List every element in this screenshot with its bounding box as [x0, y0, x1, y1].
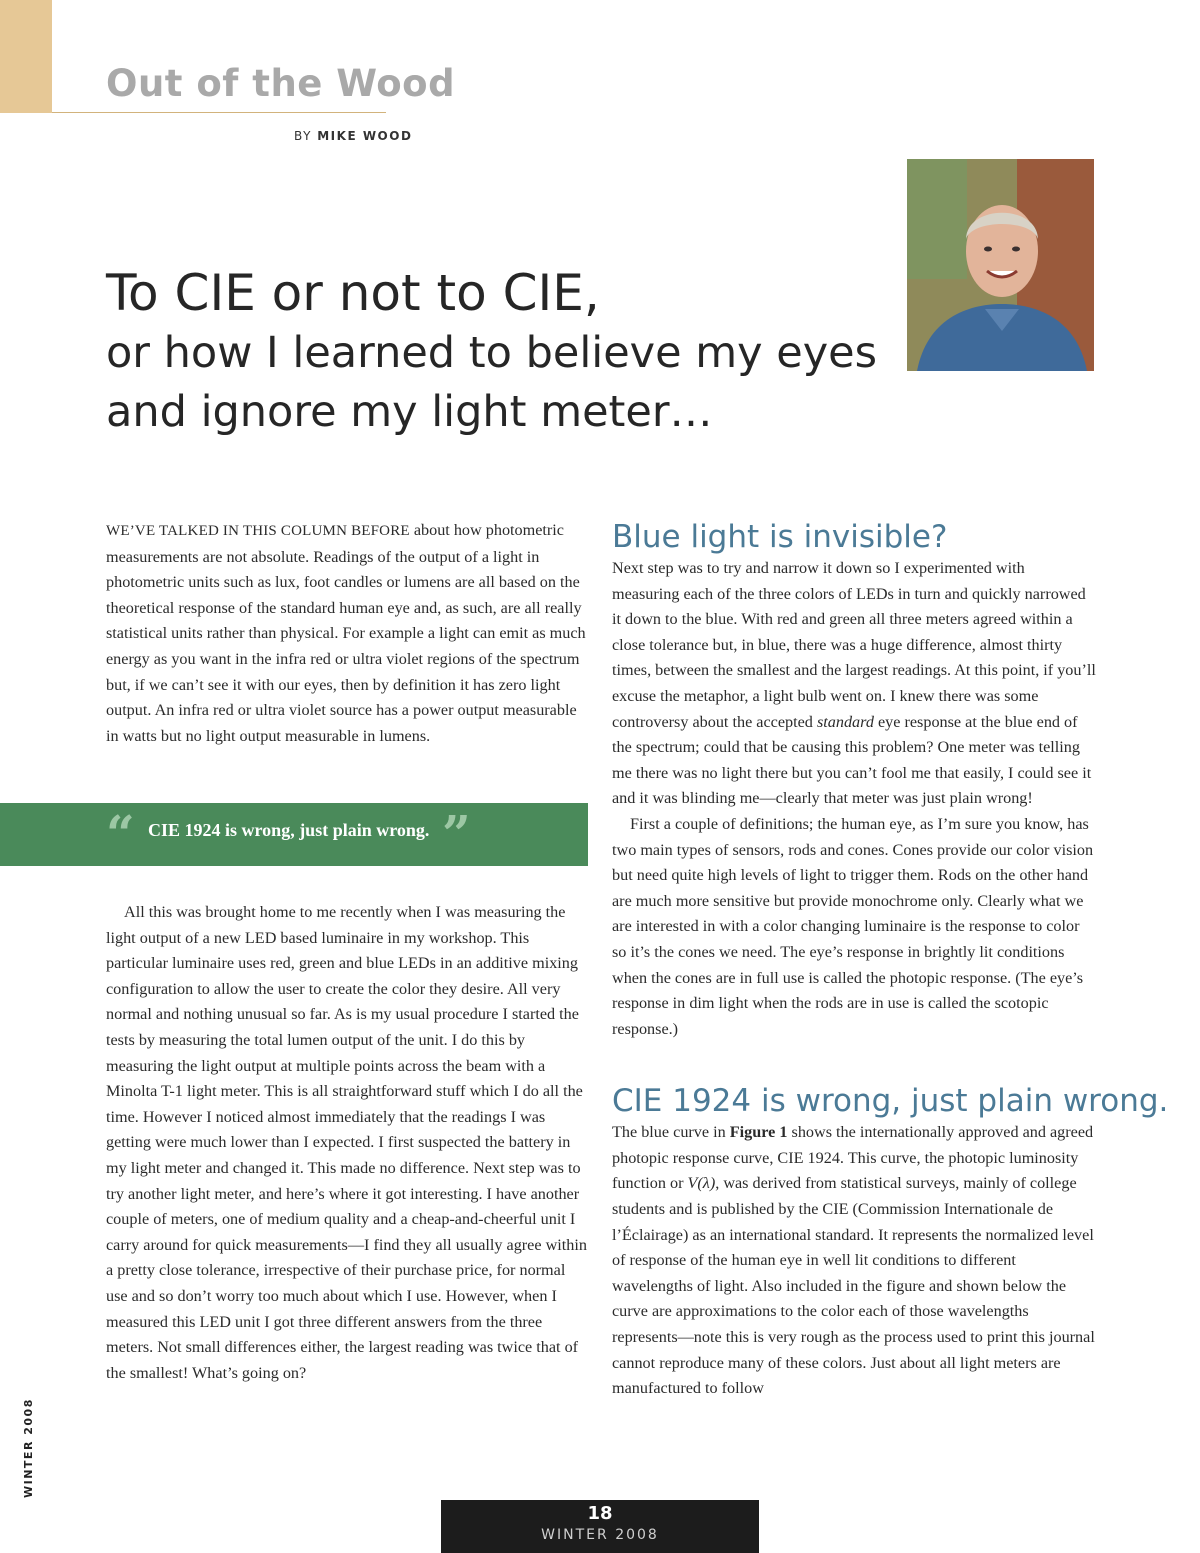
intro-paragraph: [106, 518, 590, 749]
text-run: The blue curve in: [612, 1123, 730, 1142]
byline-author: MIKE WOOD: [317, 129, 413, 143]
footer-issue: WINTER 2008: [541, 1527, 659, 1543]
open-quote-icon: “: [106, 804, 135, 863]
title-line-1: To CIE or not to CIE,: [106, 264, 600, 322]
article-title: [106, 262, 877, 442]
right-column: [612, 518, 1169, 1402]
title-line-3: and ignore my light meter…: [106, 387, 713, 437]
pullquote-text: CIE 1924 is wrong, just plain wrong.: [148, 820, 430, 840]
body-paragraph: [612, 1120, 1096, 1402]
column-name: Out of the Wood: [106, 62, 456, 105]
intro-lead-in: WE’VE TALKED IN THIS COLUMN BEFORE: [106, 523, 410, 539]
text-run: eye response at the blue end of the spectrum; could that be causing this problem? One meter was telling me there was no light there but you can’t fool me that easily, I could see it and it was blinding me—clearly that meter was just plain wrong!: [612, 712, 1092, 808]
byline-prefix: BY: [294, 129, 312, 143]
emphasis-standard: standard: [816, 712, 874, 731]
header-rule: [52, 112, 386, 113]
author-photo: [907, 159, 1094, 371]
text-run: Next step was to try and narrow it down so I experimented with measuring each of the three colors of LEDs in turn and quickly narrowed it down to the blue. With red and green all three meters agreed within a close tolerance but, in blue, there was a huge difference, almost thirty times, between the smallest and the largest readings. At this point, if you’ll excuse the metaphor, a light bulb went on. I knew there was some controversy about the accepted: [612, 559, 1096, 731]
side-issue-label: WINTER 2008: [22, 1398, 35, 1498]
header-color-block: [0, 0, 52, 113]
close-quote-icon: ”: [442, 804, 471, 863]
section-heading-cie-1924: CIE 1924 is wrong, just plain wrong.: [612, 1083, 1169, 1120]
pullquote: [0, 803, 588, 866]
v-lambda-symbol: V(λ): [687, 1174, 716, 1193]
text-run: , was derived from statistical surveys, mainly of college students and is published by the CIE (Commission Internationale de l’Éclairage) as an international standard. It represents the normalized level of response of the human eye in well lit conditions to different wavelengths of light. Also included in the figure and shown below the curve are approximations to the color each of those wavelengths represents—note this is very rough as the process used to print this journal cannot reproduce many of these colors. Just about all light meters are manufactured to follow: [612, 1174, 1095, 1398]
section-heading-blue-light: Blue light is invisible?: [612, 519, 948, 555]
page-number: 18: [587, 1503, 613, 1524]
figure-reference[interactable]: Figure 1: [729, 1123, 788, 1142]
body-paragraph: [612, 556, 1096, 812]
author-portrait-icon: [907, 159, 1094, 371]
left-column-intro: [106, 518, 590, 749]
intro-text: about how photometric measurements are not absolute. Readings of the output of a light in photometric units such as lux, foot candles or lumens are all based on the theoretical response of the standard human eye and, as such, are all really statistical units rather than physical. For example a light can emit as much energy as you want in the infra red or ultra violet regions of the spectrum but, if we can’t see it with our eyes, then by definition it has zero light output. An infra red or ultra violet source has a power output measurable in watts but no light output measurable in lumens.: [106, 521, 586, 745]
body-paragraph: First a couple of definitions; the human eye, as I’m sure you know, has two main types of sensors, rods and cones. Cones provide our color vision but need quite high levels of light to trigger them. Rods on the other hand are much more sensitive but provide monochrome only. Clearly what we are interested in with a color changing luminaire is the response to color so it’s the cones we need. The eye’s response in brightly lit conditions when the cones are in full use is called the photopic response. (The eye’s response in dim light when the rods are in use is called the scotopic response.): [612, 814, 1094, 1038]
text-run: shows the internationally approved and agreed photopic response curve, CIE 1924. This curve, the photopic luminosity function or: [612, 1123, 1094, 1193]
page-footer: [441, 1500, 759, 1553]
byline: [294, 129, 412, 143]
title-line-2: or how I learned to believe my eyes: [106, 328, 878, 378]
body-paragraph: All this was brought home to me recently when I was measuring the light output of a new LED based luminaire in my workshop. This particular luminaire uses red, green and blue LEDs in an additive mixing configuration to allow the user to create the color they desire. All very normal and nothing unusual so far. As is my usual procedure I started the tests by measuring the total lumen output of the unit. I do this by measuring the light output at multiple points across the beam with a Minolta T-1 light meter. This is all straightforward stuff which I do all the time. However I noticed almost immediately that the readings I was getting were much lower than I expected. I first suspected the battery in my light meter and changed it. This made no difference. Next step was to try another light meter, and here’s where it got interesting. I have another couple of meters, one of medium quality and a cheap-and-cheerful unit I carry around for quick measurements—I find they all usually agree within a pretty close tolerance, irrespective of their purchase price, for normal use and so don’t worry too much about which I use. However, when I measured this LED unit I got three different answers from the three meters. Not small differences either, the largest reading was twice that of the smallest! What’s going on?: [106, 903, 587, 1382]
left-column-body: [106, 900, 590, 1386]
